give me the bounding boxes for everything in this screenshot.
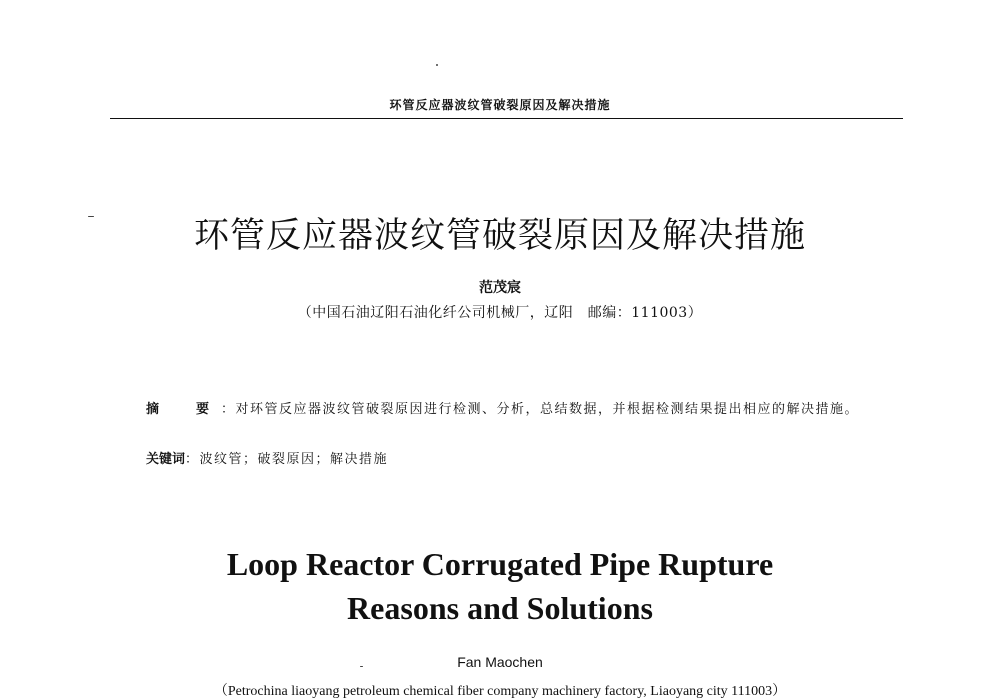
- title-english-line-1: Loop Reactor Corrugated Pipe Rupture: [226, 546, 774, 582]
- keywords-label: 关键词: [146, 452, 186, 467]
- keywords-text: ：波纹管；破裂原因；解决措施: [185, 452, 389, 467]
- running-head: 环管反应器波纹管破裂原因及解决措施: [389, 98, 611, 112]
- abstract-text: ：对环管反应器波纹管破裂原因进行检测、分析，总结数据，并根据检测结果提出相应的解决措施。: [221, 402, 860, 417]
- header-rule: [110, 118, 903, 119]
- affiliation-english: （Petrochina liaoyang petroleum chemical fiber company machinery factory, Liaoyang city 111003）: [213, 684, 787, 699]
- author-english: Fan Maochen: [457, 654, 543, 670]
- title-english-line-2: Reasons and Solutions: [347, 590, 653, 626]
- author-chinese: 范茂宸: [479, 280, 521, 296]
- title-chinese: 环管反应器波纹管破裂原因及解决措施: [193, 216, 806, 256]
- keywords: [146, 448, 388, 472]
- abstract-label: 摘 要: [146, 402, 222, 417]
- abstract: [110, 398, 905, 422]
- title-english: [0, 542, 1000, 630]
- affiliation-chinese: （中国石油辽阳石油化纤公司机械厂，辽阳 邮编：111003）: [297, 305, 703, 321]
- scan-speck: [436, 64, 438, 66]
